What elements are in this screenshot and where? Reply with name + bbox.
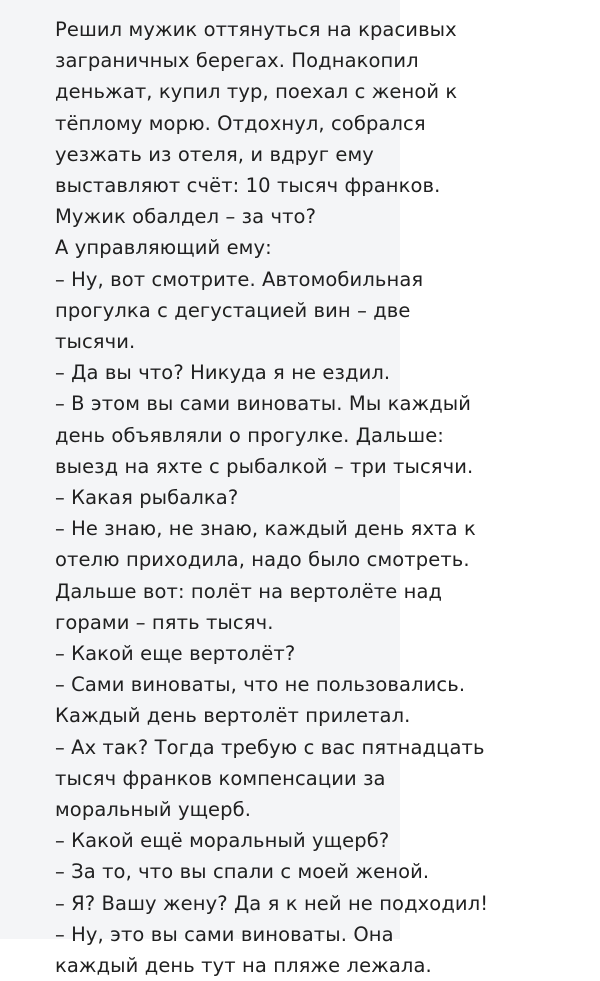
text-line: Дальше вот: полёт на вертолёте над [55,579,443,603]
text-line: день объявляли о прогулке. Дальше: [55,423,444,447]
text-line: прогулка с дегустацией вин – две [55,298,411,322]
text-line: Каждый день вертолёт прилетал. [55,704,411,728]
text-line: Мужик обалдел – за что? [55,205,317,229]
text-line: – Какая рыбалка? [55,486,239,510]
text-line: выезд на яхте с рыбалкой – три тысячи. [55,454,474,478]
text-line: моральный ущерб. [55,798,252,822]
text-line: – Я? Вашу жену? Да я к ней не подходил! [55,891,489,915]
text-line: – Да вы что? Никуда я не ездил. [55,361,391,385]
text-line: горами – пять тысяч. [55,610,274,634]
text-line: – Сами виноваты, что не пользовались. [55,673,466,697]
text-line: – Не знаю, не знаю, каждый день яхта к [55,517,476,541]
text-line: – За то, что вы спали с моей женой. [55,860,430,884]
text-line: заграничных берегах. Поднакопил [55,49,419,73]
text-line: тысяч франков компенсации за [55,766,386,790]
text-line: – Какой ещё моральный ущерб? [55,829,390,853]
text-line: – Ну, это вы сами виноваты. Она [55,922,394,946]
text-line: – Ну, вот смотрите. Автомобильная [55,267,424,291]
text-line: – В этом вы сами виноваты. Мы каждый [55,392,472,416]
text-line: каждый день тут на пляже лежала. [55,954,432,978]
text-line: уезжать из отеля, и вдруг ему [55,142,374,166]
text-line: А управляющий ему: [55,236,272,260]
text-line: тёплому морю. Отдохнул, собрался [55,111,426,135]
text-line: отелю приходила, надо было смотреть. [55,548,470,572]
text-line: – Ах так? Тогда требую с вас пятнадцать [55,735,485,759]
text-line: – Какой еще вертолёт? [55,642,296,666]
text-line: деньжат, купил тур, поехал с женой к [55,80,458,104]
text-line: Решил мужик оттянуться на красивых [55,18,457,41]
text-line: тысячи. [55,330,136,354]
text-line: выставляют счёт: 10 тысяч франков. [55,174,441,198]
